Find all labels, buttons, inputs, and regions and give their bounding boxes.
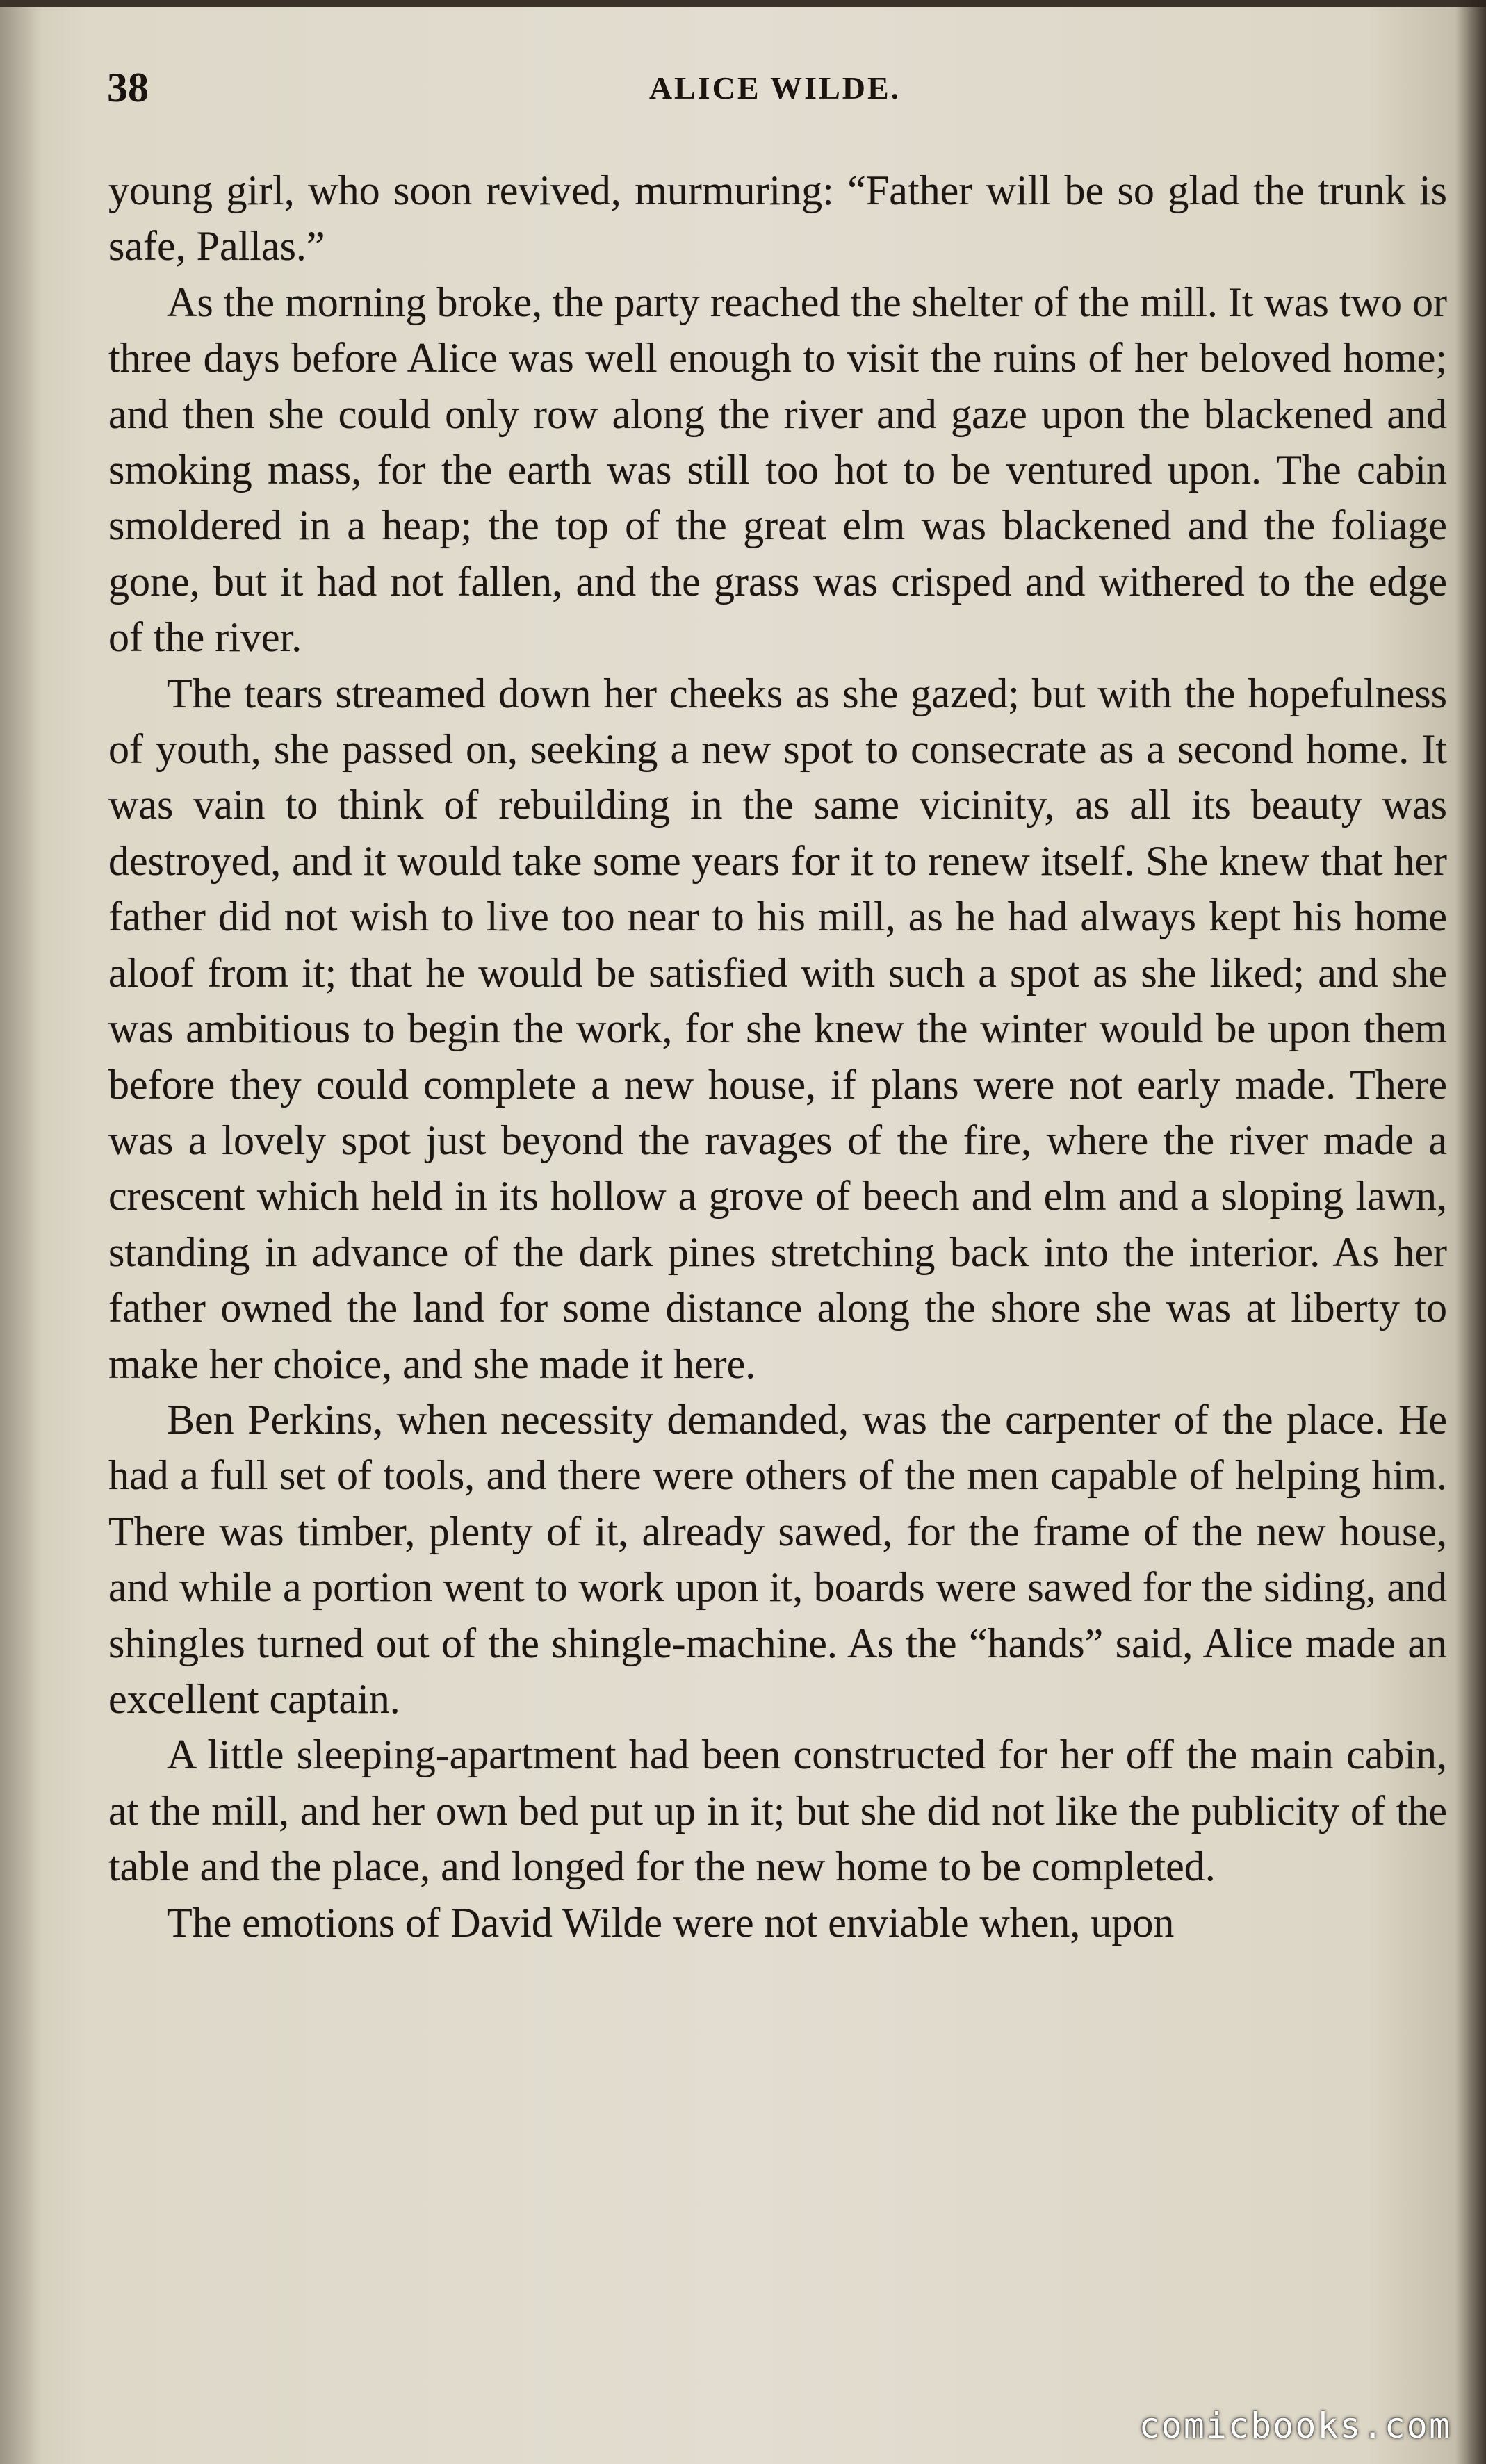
paragraph-6: The emotions of David Wilde were not enviable when, upon [167,1899,1175,1946]
gutter-shadow [0,0,42,2464]
body-text [108,163,1447,1950]
paragraph-5: A little sleeping-apartment had been constructed for her off the main cabin, at the mill, and her own bed put up in it; but she did not like the publicity of the table and the place, and longed for the new home to be completed. [108,1732,1447,1890]
page-header [104,64,1446,113]
running-head: ALICE WILDE. [648,70,901,106]
page-top-edge [0,0,1486,7]
paragraph-3: The tears streamed down her cheeks as she gazed; but with the hopefulness of youth, she passed on, seeking a new spot to consecrate as a second home. It was vain to think of rebuilding in the same vicinity, as all its beauty was destroyed, and it would take some years for it to renew itself. She knew that her father did not wish to live too near to his mill, as he had always kept his home aloof from it; that he would be satisfied with such a spot as she liked; and she was ambitious to begin the work, for she knew the winter would be upon them before they could complete a new house, if plans were not early made. There was a lovely spot just beyond the ravages of the fire, where the river made a crescent which held in its hollow a grove of beech and elm and a sloping lawn, standing in advance of the dark pines stretching back into the interior. As her father owned the land for some distance along the shore she was at liberty to make her choice, and she made it here. [108,670,1447,1387]
watermark: comicbooks.com [1138,2406,1451,2446]
page-right-edge [1455,0,1486,2464]
paragraph-4: Ben Perkins, when necessity demanded, was the carpenter of the place. He had a full set of tools, and there were others of the men capable of helping him. There was timber, plenty of it, already sawed, for the frame of the new house, and while a portion went to work upon it, boards were sawed for the siding, and shingles turned out of the shingle-machine. As the “hands” said, Alice made an excellent captain. [108,1396,1447,1722]
paragraph-2: As the morning broke, the party reached the shelter of the mill. It was two or three days before Alice was well enough to visit the ruins of her beloved home; and then she could only row along the river and gaze upon the blackened and smoking mass, for the earth was still too hot to be ventured upon. The cabin smoldered in a heap; the top of the great elm was blackened and the foliage gone, but it had not fallen, and the grass was crisped and withered to the edge of the river. [108,279,1447,661]
paragraph-1: young girl, who soon revived, murmuring: “Father will be so glad the trunk is safe, Pallas.” [108,167,1447,270]
page-number: 38 [107,65,149,110]
